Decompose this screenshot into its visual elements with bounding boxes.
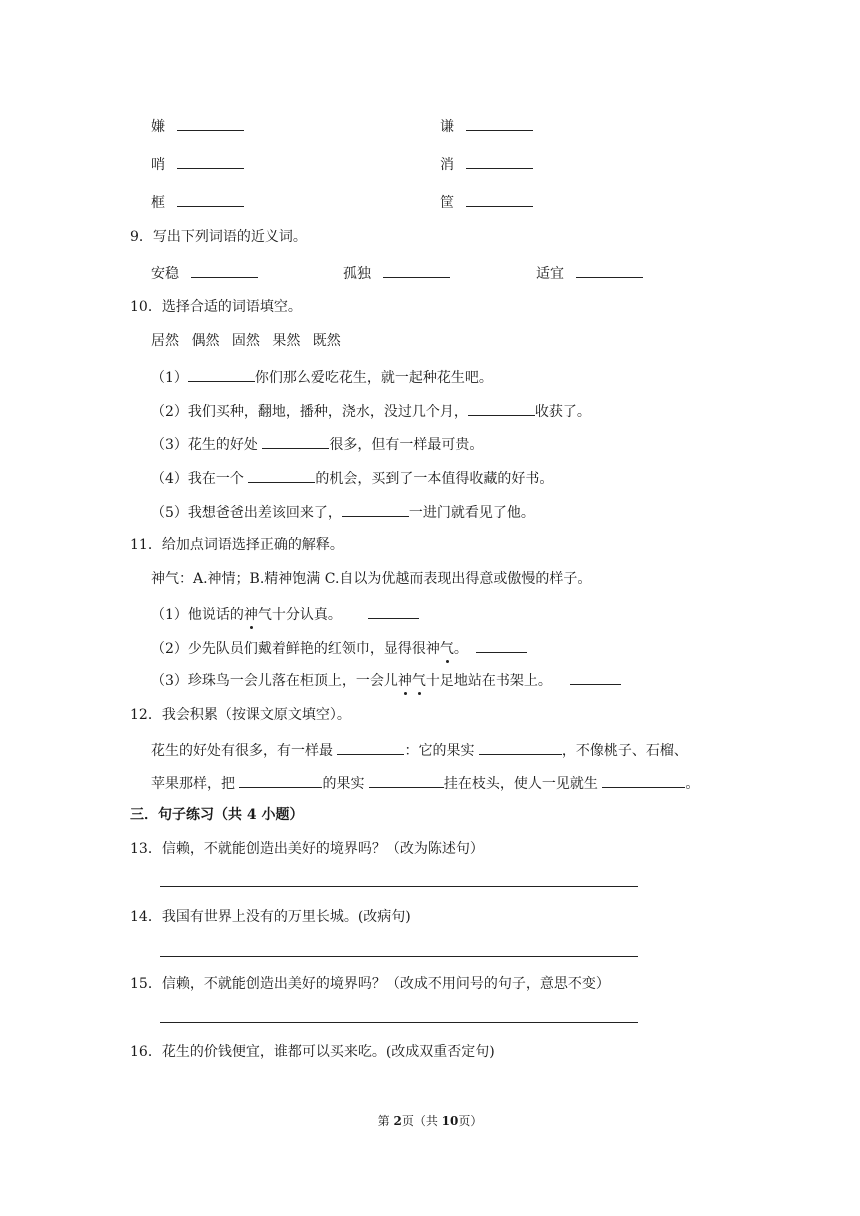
- q10-item-text: （2）我们买种，翻地，播种，浇水，没过几个月，: [151, 404, 468, 420]
- footer-text: 第: [377, 1114, 394, 1128]
- q11-item-text: 。: [453, 641, 468, 657]
- q9-word-2: [343, 263, 450, 283]
- answer-blank[interactable]: [383, 263, 450, 278]
- q12-line-2: [151, 773, 699, 793]
- answer-blank[interactable]: [602, 773, 685, 788]
- q10-item-text: （4）我在一个: [151, 471, 249, 487]
- q11-item-text: （3）珍珠鸟一会儿落在柜顶上，一会儿: [151, 673, 398, 689]
- q9-word: 安稳: [151, 266, 179, 282]
- q10-item-text: （5）我想爸爸出差该回来了，: [151, 505, 342, 521]
- q11-item-text: 十分认真。: [271, 607, 342, 623]
- answer-blank[interactable]: [342, 502, 409, 517]
- dotted-char: 神: [243, 607, 258, 623]
- answer-line[interactable]: [160, 886, 638, 887]
- q11-definitions: 神气：A.神情；B.精神饱满 C.自以为优越而表现出得意或傲慢的样子。: [151, 571, 592, 587]
- q8-item-6: [440, 192, 533, 212]
- q12-text: 苹果那样，把: [151, 776, 240, 792]
- q8-char: 筐: [440, 195, 454, 211]
- dotted-char: 气: [411, 673, 426, 689]
- q10-item-1: [151, 367, 493, 387]
- q9-word-3: [536, 263, 643, 283]
- q10-item-text: 你们那么爱吃花生，就一起种花生吧。: [254, 370, 493, 386]
- q10-item-2: [151, 401, 591, 421]
- q12-text: 。: [685, 776, 700, 792]
- total-pages: 10: [441, 1114, 459, 1128]
- q11-prompt: 11．给加点词语选择正确的解释。: [130, 537, 344, 553]
- q11-item-text: 十足地站在书架上。: [425, 673, 552, 689]
- q10-item-4: [151, 468, 553, 488]
- q9-word-1: [151, 263, 258, 283]
- q10-item-text: （3）花生的好处: [151, 437, 263, 453]
- q8-item-1: [151, 116, 244, 136]
- answer-line[interactable]: [160, 956, 638, 957]
- footer-text: 页（共: [401, 1114, 442, 1128]
- q8-item-2: [440, 116, 533, 136]
- q12-text: 挂在枝头，使人一见就生: [443, 776, 603, 792]
- q16-prompt: 16．花生的价钱便宜，谁都可以买来吃。(改成双重否定句): [130, 1044, 495, 1060]
- q11-item-text: （1）他说话的: [151, 607, 244, 623]
- plain-char: 神: [425, 641, 440, 657]
- answer-blank[interactable]: [466, 192, 533, 207]
- q8-item-4: [440, 154, 533, 174]
- q8-char: 谦: [440, 119, 454, 135]
- page-footer: [0, 1112, 860, 1130]
- q11-item-1: [151, 604, 419, 624]
- q8-char: 嫌: [151, 119, 165, 135]
- page-number: 2: [393, 1114, 402, 1128]
- answer-blank[interactable]: [576, 263, 643, 278]
- answer-blank[interactable]: [468, 401, 535, 416]
- q9-prompt: 9．写出下列词语的近义词。: [130, 229, 307, 245]
- q10-item-text: 很多，但有一样最可贵。: [329, 437, 484, 453]
- answer-blank[interactable]: [262, 434, 329, 449]
- answer-blank[interactable]: [177, 116, 244, 131]
- q8-char: 框: [151, 195, 165, 211]
- q9-word: 适宜: [536, 266, 564, 282]
- q8-item-5: [151, 192, 244, 212]
- q11-item-3: [151, 670, 621, 690]
- q8-char: 哨: [151, 157, 165, 173]
- q10-item-3: [151, 434, 483, 454]
- answer-blank[interactable]: [476, 638, 527, 653]
- q8-char: 消: [440, 157, 454, 173]
- q10-item-text: （1）: [151, 370, 188, 386]
- q12-prompt: 12．我会积累（按课文原文填空）。: [130, 707, 351, 723]
- q10-prompt: 10．选择合适的词语填空。: [130, 299, 302, 315]
- answer-blank[interactable]: [248, 468, 315, 483]
- dotted-char: 气: [439, 641, 454, 657]
- answer-blank[interactable]: [466, 154, 533, 169]
- answer-line[interactable]: [160, 1022, 638, 1023]
- q15-prompt: 15．信赖，不就能创造出美好的境界吗？（改成不用问号的句子，意思不变）: [130, 976, 610, 992]
- answer-blank[interactable]: [191, 263, 258, 278]
- q10-item-text: 收获了。: [534, 404, 591, 420]
- answer-blank[interactable]: [570, 670, 621, 685]
- q12-text: ，不像桃子、石榴、: [561, 743, 688, 759]
- answer-blank[interactable]: [177, 154, 244, 169]
- q14-prompt: 14．我国有世界上没有的万里长城。(改病句): [130, 909, 411, 925]
- dotted-char: 神: [397, 673, 412, 689]
- q13-prompt: 13．信赖，不就能创造出美好的境界吗？（改为陈述句）: [130, 841, 484, 857]
- q10-item-5: [151, 502, 535, 522]
- q10-item-text: 的机会，买到了一本值得收藏的好书。: [315, 471, 554, 487]
- footer-text: 页）: [458, 1114, 483, 1128]
- plain-char: 气: [257, 607, 272, 623]
- answer-blank[interactable]: [177, 192, 244, 207]
- q12-line-1: [151, 740, 688, 760]
- q12-text: 的果实: [322, 776, 369, 792]
- q10-options: 居然 偶然 固然 果然 既然: [151, 333, 341, 349]
- answer-blank[interactable]: [369, 773, 444, 788]
- answer-blank[interactable]: [337, 740, 404, 755]
- q11-item-2: [151, 638, 527, 658]
- q9-word: 孤独: [343, 266, 371, 282]
- q8-item-3: [151, 154, 244, 174]
- answer-blank[interactable]: [368, 604, 419, 619]
- q11-item-text: （2）少先队员们戴着鲜艳的红领巾，显得很: [151, 641, 426, 657]
- answer-blank[interactable]: [479, 740, 562, 755]
- q12-text: ：它的果实: [404, 743, 479, 759]
- q10-item-text: 一进门就看见了他。: [408, 505, 535, 521]
- section-heading: 三．句子练习（共 4 小题）: [130, 807, 304, 823]
- q12-text: 花生的好处有很多，有一样最: [151, 743, 338, 759]
- answer-blank[interactable]: [466, 116, 533, 131]
- answer-blank[interactable]: [239, 773, 322, 788]
- answer-blank[interactable]: [188, 367, 255, 382]
